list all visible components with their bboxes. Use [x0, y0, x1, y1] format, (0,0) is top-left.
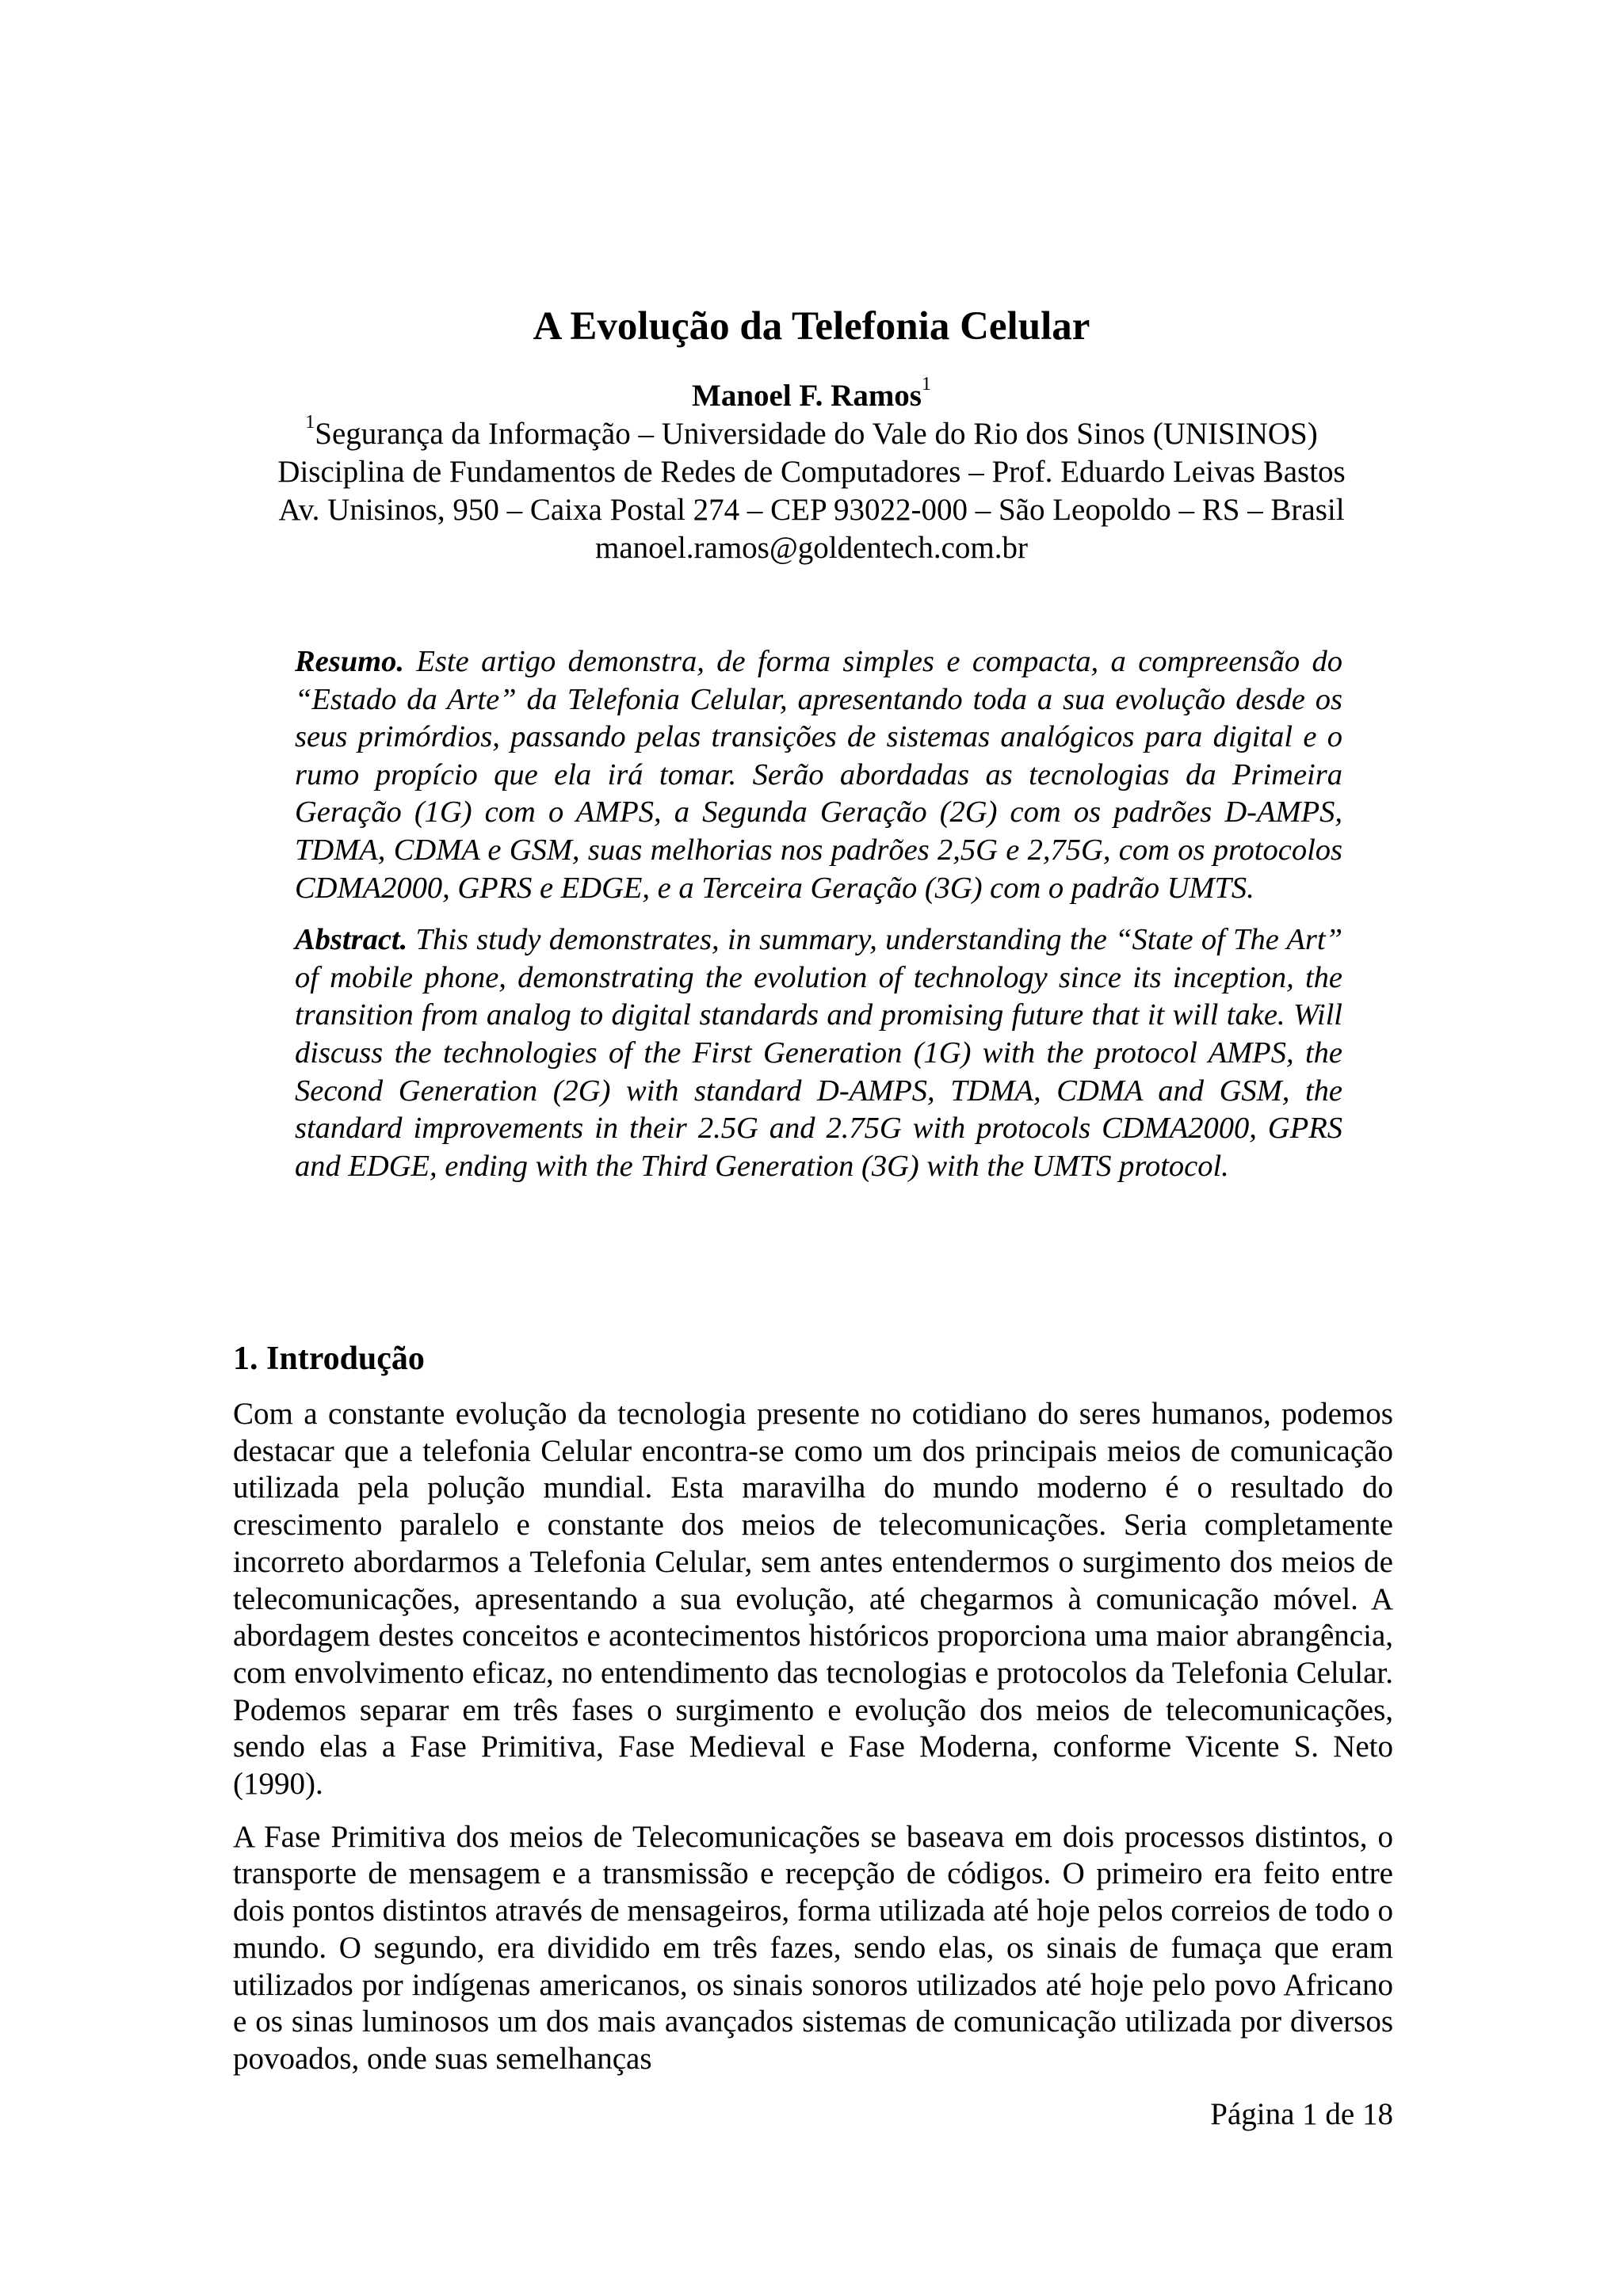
abstract-paragraph: [295, 921, 1342, 1185]
section-body: [233, 1396, 1393, 2078]
resumo-label: Resumo.: [295, 645, 404, 678]
body-paragraph: Com a constante evolução da tecnologia presente no cotidiano do seres humanos, podemos destacar que a telefonia Celular encontra-se como um dos principais meios de comunicação utilizada pela polução mundial. Esta maravilha do mundo moderno é o resultado do crescimento paralelo e constante dos meios de telecomunicações. Seria completamente incorreto abordarmos a Telefonia Celular, sem antes entendermos o surgimento dos meios de telecomunicações, apresentando a sua evolução, até chegarmos à comunicação móvel. A abordagem destes conceitos e acontecimentos históricos proporciona uma maior abrangência, com envolvimento eficaz, no entendimento das tecnologias e protocolos da Telefonia Celular. Podemos separar em três fases o surgimento e evolução dos meios de telecomunicações, sendo elas a Fase Primitiva, Fase Medieval e Fase Moderna, conforme Vicente S. Neto (1990).: [233, 1397, 1393, 1802]
course-line: Disciplina de Fundamentos de Redes de Computadores – Prof. Eduardo Leivas Bastos: [277, 455, 1346, 489]
page-number: Página 1 de 18: [1210, 2097, 1393, 2131]
abstract-text: This study demonstrates, in summary, understanding the “State of The Art” of mobile phone, demonstrating the evolution of technology since its inception, the transition from analog to digital standards and promising future that it will take. Will discuss the technologies of the First Generation (1G) with the protocol AMPS, the Second Generation (2G) with standard D-AMPS, TDMA, CDMA and GSM, the standard improvements in their 2.5G and 2.75G with protocols CDMA2000, GPRS and EDGE, ending with the Third Generation (3G) with the UMTS protocol.: [295, 923, 1342, 1183]
author-line: [0, 374, 1623, 415]
paper-title: A Evolução da Telefonia Celular: [533, 304, 1090, 349]
abstract-block: [295, 643, 1342, 1185]
author-block: [0, 374, 1623, 567]
abstract-label: Abstract.: [295, 923, 408, 957]
address-line: Av. Unisinos, 950 – Caixa Postal 274 – CEP 93022-000 – São Leopoldo – RS – Brasil: [278, 493, 1345, 527]
author-name: Manoel F. Ramos: [692, 379, 922, 413]
author-superscript: 1: [921, 374, 931, 395]
affiliation-superscript: 1: [305, 412, 315, 433]
email-line: manoel.ramos@goldentech.com.br: [595, 531, 1028, 565]
body-paragraph: A Fase Primitiva dos meios de Telecomunicações se baseava em dois processos distintos, o transporte de mensagem e a transmissão e recepção de códigos. O primeiro era feito entre dois pontos distintos através de mensageiros, forma utilizada até hoje pelos correios de todo o mundo. O segundo, era dividido em três fazes, sendo elas, os sinais de fumaça que eram utilizados por indígenas americanos, os sinais sonoros utilizados até hoje pelo povo Africano e os sinas luminosos um dos mais avançados sistemas de comunicação utilizada por diversos povoados, onde suas semelhanças: [233, 1819, 1393, 2076]
section-heading: 1. Introdução: [233, 1341, 425, 1377]
affiliation: Segurança da Informação – Universidade do Vale do Rio dos Sinos (UNISINOS): [315, 417, 1318, 451]
resumo-text: Este artigo demonstra, de forma simples e compacta, a compreensão do “Estado da Arte” da Telefonia Celular, apresentando toda a sua evolução desde os seus primórdios, passando pelas transições de sistemas analógicos para digital e o rumo propício que ela irá tomar. Serão abordadas as tecnologias da Primeira Geração (1G) com o AMPS, a Segunda Geração (2G) com os padrões D-AMPS, TDMA, CDMA e GSM, suas melhorias nos padrões 2,5G e 2,75G, com os protocolos CDMA2000, GPRS e EDGE, e a Terceira Geração (3G) com o padrão UMTS.: [295, 645, 1342, 905]
resumo-paragraph: [295, 643, 1342, 907]
affiliation-line: [0, 412, 1623, 453]
